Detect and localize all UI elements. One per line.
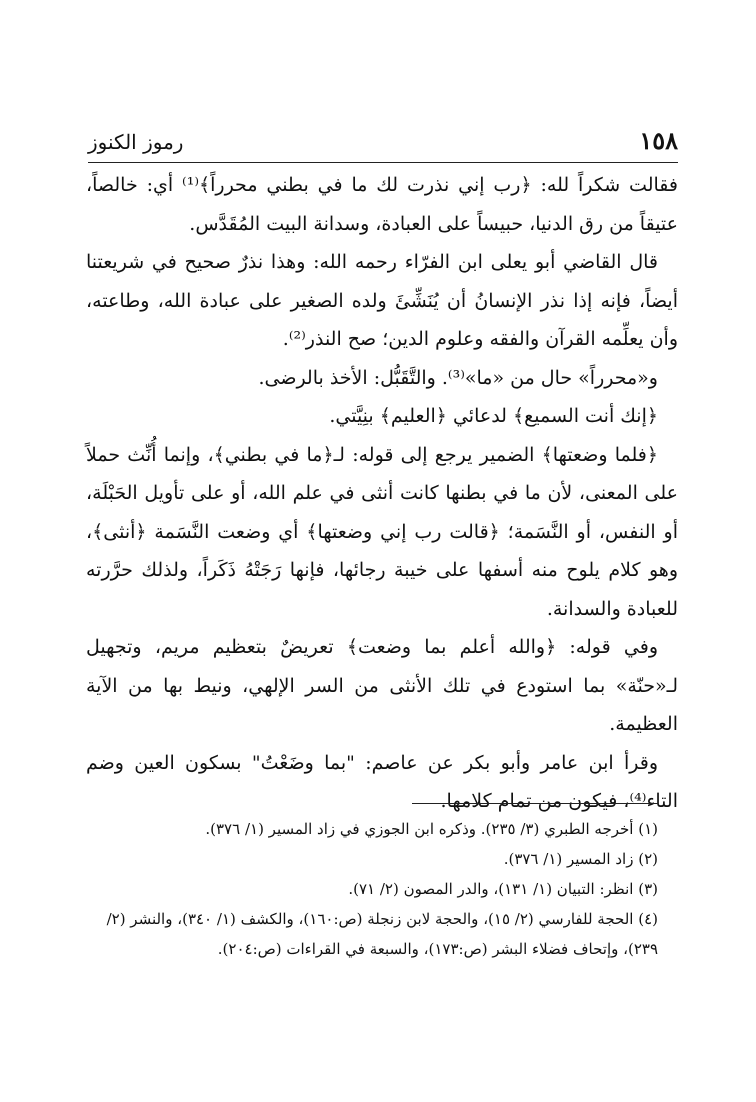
main-text — [86, 166, 678, 821]
footnote: (٤) الحجة للفارسي (٢/ ١٥)، والحجة لابن زنجلة (ص:١٦٠)، والكشف (١/ ٣٤٠)، والنشر (٢/ ٢٣٩)، وإتحاف فضلاء البشر (ص:١٧٣)، والسبعة في القراءات (ص:٢٠٤). — [106, 910, 658, 958]
footnote: (٢) زاد المسير (١/ ٣٧٦). — [503, 850, 658, 868]
paragraph: فقالت شكراً لله: ﴿رب إني نذرت لك ما في بطني محرراً﴾⁽¹⁾ أي: خالصاً، عتيقاً من رق الدنيا، حبيساً على العبادة، وسدانة البيت المُقَدَّس. — [86, 174, 678, 235]
footnote-separator — [412, 803, 658, 804]
paragraph: ﴿فلما وضعتها﴾ الضمير يرجع إلى قوله: لـ﴿ما في بطني﴾، وإنما أُنِّث حملاً على المعنى، لأن ما في بطنها كانت أنثى في علم الله، أو على تأويل الحَبْلَة، أو النفس، أو النَّسَمة؛ ﴿قالت رب إني وضعتها﴾ أي وضعت النَّسَمة ﴿أنثى﴾، وهو كلام يلوح منه أسفها على خيبة رجائها، فإنها رَجَتْهُ ذَكَراً، ولذلك حرَّرته للعبادة والسدانة. — [86, 443, 678, 620]
footnote: (١) أخرجه الطبري (٣/ ٢٣٥). وذكره ابن الجوزي في زاد المسير (١/ ٣٧٦). — [205, 820, 658, 838]
page-number: ١٥٨ — [639, 126, 678, 155]
footnotes — [86, 814, 678, 964]
page-header — [88, 126, 678, 163]
paragraph: وقرأ ابن عامر وأبو بكر عن عاصم: "بما وضَعْتُ" بسكون العين وضم التاء⁽⁴⁾، فيكون من تمام كلامها. — [86, 751, 678, 812]
paragraph: و«محرراً» حال من «ما»⁽³⁾. والتَّقَبُّل: الأخذ بالرضى. — [258, 366, 658, 389]
paragraph: وفي قوله: ﴿والله أعلم بما وضعت﴾ تعريضٌ بتعظيم مريم، وتجهيل لـ«حنّة» بما استودع في تلك الأنثى من السر الإلهي، ونيط بها من الآية العظيمة. — [86, 636, 678, 735]
paragraph: قال القاضي أبو يعلى ابن الفرّاء رحمه الله: وهذا نذرٌ صحيح في شريعتنا أيضاً، فإنه إذا نذر الإنسانُ أن يُنَشِّئَ ولده الصغير على عبادة الله، وطاعته، وأن يعلِّمه القرآن والفقه وعلوم الدين؛ صح النذر⁽²⁾. — [86, 251, 678, 350]
running-title: رموز الكنوز — [88, 130, 184, 154]
paragraph: ﴿إنك أنت السميع﴾ لدعائي ﴿العليم﴾ بنِيَّتي. — [329, 405, 658, 427]
footnote: (٣) انظر: التبيان (١/ ١٣١)، والدر المصون (٢/ ٧١). — [348, 880, 658, 898]
